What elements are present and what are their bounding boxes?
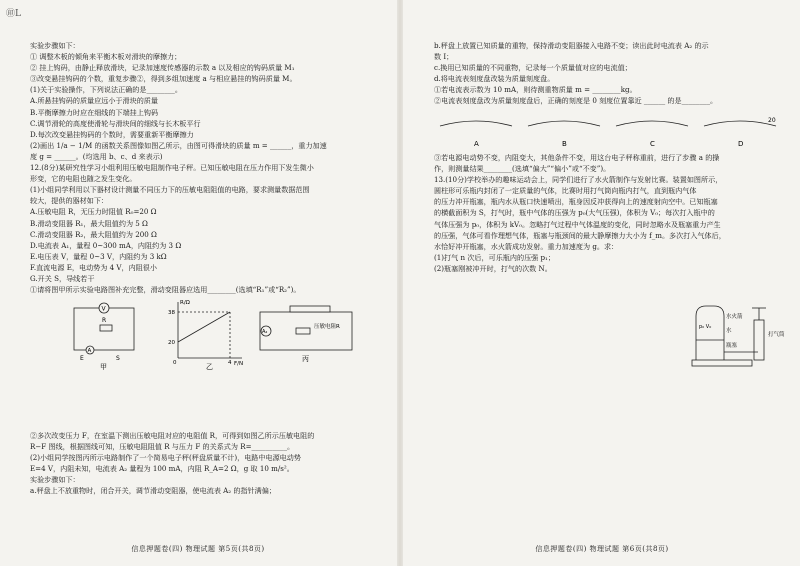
ammeter2-label: A₂ bbox=[262, 329, 268, 335]
right-page bbox=[404, 0, 800, 566]
stopper-label: 瓶塞 bbox=[726, 343, 738, 349]
equipment-line: C.滑动变阻器 R₂，最大阻值约为 200 Ω bbox=[30, 229, 157, 239]
option-line: D.每次改变悬挂钩码的个数时，需要重新平衡摩擦力 bbox=[30, 129, 194, 139]
y-tick: 20 bbox=[168, 340, 175, 346]
option-a: A bbox=[474, 140, 479, 148]
text-line: 度 g = ______。(均选用 b、c、d 来表示) bbox=[30, 151, 163, 161]
option-line: A.所悬挂钩码的质量应远小于滑块的质量 bbox=[30, 96, 158, 106]
text-line: a.秤盘上不放重物时，闭合开关，调节滑动变阻器，使电流表 A₂ 的指针满偏； bbox=[30, 486, 276, 496]
water-rocket-figure bbox=[688, 300, 788, 372]
text-line: ①请将图甲所示实验电路图补充完整，滑动变阻器应选用________(选填“R₁”或“R₂”)。 bbox=[30, 285, 301, 295]
text-line: (2)画出 1/a − 1/M 的函数关系图像如图乙所示，由图可得滑块的质量 m = ______，重力加速 bbox=[30, 140, 327, 150]
text-line: 较大，提供的器材如下： bbox=[30, 196, 109, 206]
voltmeter-label: V bbox=[101, 305, 106, 313]
text-line: ① 调整木板的倾角来平衡木板对滑块的摩擦力； bbox=[30, 52, 182, 62]
figures-row bbox=[70, 298, 370, 370]
text-line: E=4 V，内阻未知，电流表 A₂ 量程为 100 mA，内阻 R_A=2 Ω，g 取 10 m/s²。 bbox=[30, 464, 294, 474]
water-rocket-label: 水火箭 bbox=[726, 314, 743, 320]
scale-end-label: 20 bbox=[768, 117, 776, 124]
text-line: 形变，它的电阻也随之发生变化。 bbox=[30, 174, 137, 184]
text-line: R−F 图线，根据图线可知，压敏电阻阻值 R 与压力 F 的关系式为 R=__________。 bbox=[30, 442, 295, 452]
fig-bing-label: 丙 bbox=[302, 355, 309, 363]
emf-label: E bbox=[80, 355, 84, 362]
page-gutter bbox=[397, 0, 403, 566]
x-tick: 0 bbox=[173, 360, 177, 366]
option-b: B bbox=[562, 140, 567, 148]
text-line: 的压强，气体可看作理想气体，瓶塞与瓶颈间的最大静摩擦力大小为 f_m。多次打入气体后， bbox=[434, 230, 726, 240]
text-line: 气体压强为 p₀，体积为 kV₀。忽略打气过程中气体温度的变化，同时忽略水及瓶塞重力产生 bbox=[434, 219, 721, 229]
text-line: ② 挂上钩码，由静止释放滑块，记录加速度传感器的示数 a 以及相应的钩码质量 M₁ bbox=[30, 63, 295, 73]
text-line: 实验步骤如下： bbox=[30, 475, 80, 485]
x-tick: 4 bbox=[228, 360, 232, 366]
left-text-column bbox=[30, 40, 382, 295]
resistor-label: R bbox=[102, 317, 107, 324]
question-13-line: 13.(10分)学校举办的趣味运动会上，同学们进行了水火箭制作与发射比赛。装置如图所示， bbox=[434, 175, 723, 185]
ammeter-label: A bbox=[87, 348, 92, 354]
switch-label: S bbox=[116, 355, 120, 362]
scale-options bbox=[434, 112, 784, 152]
fig-yi-label: 乙 bbox=[206, 363, 213, 370]
water-label: 水 bbox=[726, 328, 732, 334]
equipment-line: B.滑动变阻器 R₁，最大阻值约为 5 Ω bbox=[30, 218, 148, 228]
option-line: C.调节滑轮的高度使滑轮与滑块间的细线与长木板平行 bbox=[30, 118, 201, 128]
text-line: b.秤盘上放置已知质量的重物，保持滑动变阻器接入电路不变；读出此时电流表 A₂ 的示 bbox=[434, 41, 709, 50]
option-c: C bbox=[650, 140, 655, 148]
text-line: ②电流表刻度盘改为质量刻度盘后，正确的刻度是 0 刻度位置靠近 ______ 的是________。 bbox=[434, 96, 718, 106]
y-axis-label: R/Ω bbox=[180, 300, 190, 306]
text-line: 实验步骤如下： bbox=[30, 41, 80, 50]
equipment-line: D.电流表 A₁，量程 0~300 mA，内阻约为 3 Ω bbox=[30, 240, 182, 250]
text-line: 数 I； bbox=[434, 52, 454, 62]
p0v0-label: p₀ V₀ bbox=[699, 324, 712, 330]
text-line: ②多次改变压力 F，在室温下测出压敏电阻对应的电阻值 R，可得到如图乙所示压敏电阻的 bbox=[30, 431, 315, 440]
graph-yi bbox=[178, 302, 242, 358]
option-d: D bbox=[738, 140, 744, 148]
text-line: 的压力冲开瓶塞，瓶内水从瓶口快速喷出，瓶身因反冲获得向上的速度射向空中。已知瓶塞 bbox=[434, 197, 718, 207]
text-line: 水恰好冲开瓶塞，水火箭成功发射。重力加速度为 g。求： bbox=[434, 241, 619, 251]
left-page bbox=[0, 0, 396, 566]
sensor-label: 压敏电阻R bbox=[314, 324, 340, 330]
equipment-line: G.开关 S，导线若干 bbox=[30, 273, 95, 283]
y-tick: 38 bbox=[168, 310, 175, 316]
left-text-column-2 bbox=[30, 430, 382, 497]
text-line: 圆柱形可乐瓶内封闭了一定质量的气体，比赛时用打气筒向瓶内打气，直到瓶内气体 bbox=[434, 186, 697, 196]
pump-label: 打气筒 bbox=[768, 332, 785, 338]
text-line: ③改变悬挂钩码的个数，重复步骤②，得到多组加速度 a 与相应悬挂的钩码质量 M。 bbox=[30, 74, 297, 84]
text-line: c.换用已知质量的不同重物，记录每一个质量值对应的电流值； bbox=[434, 63, 632, 73]
right-text-column-2 bbox=[434, 152, 790, 274]
text-line: ①若电流表示数为 10 mA，则待测重物质量 m = ________kg。 bbox=[434, 85, 637, 95]
question-12-line: 12.(8分)某研究性学习小组利用压敏电阻制作电子秤。已知压敏电阻在压力作用下发生微小 bbox=[30, 163, 314, 173]
fig-jia-label: 甲 bbox=[100, 363, 107, 370]
option-line: B.平衡摩擦力时应在细线的下端挂上钩码 bbox=[30, 107, 159, 117]
equipment-line: A.压敏电阻 R，无压力时阻值 R₀=20 Ω bbox=[30, 207, 157, 217]
text-line: (1)关于实验操作，下列说法正确的是________。 bbox=[30, 85, 182, 95]
text-line: 的横截面积为 S，打气时，瓶中气体的压强为 p₀(大气压强)，体积为 V₀；每次打入瓶中的 bbox=[434, 208, 715, 218]
text-line: (2)小组同学按图丙所示电路制作了一个简易电子秤(秤盘质量不计)，电路中电源电动势 bbox=[30, 453, 301, 463]
text-line: 作，则测量结果________(选填“偏大”“偏小”或“不变”)。 bbox=[434, 164, 611, 174]
left-footer: 信息押题卷(四) 物理试题 第5页(共8页) bbox=[131, 545, 265, 553]
right-footer: 信息押题卷(四) 物理试题 第6页(共8页) bbox=[535, 545, 669, 553]
corner-mark: ㊞L bbox=[6, 9, 21, 19]
text-line: (2)瓶塞刚被冲开时，打气的次数 N。 bbox=[434, 263, 552, 273]
x-axis-label: F/N bbox=[234, 361, 244, 367]
text-line: (1)小组同学利用以下器材设计测量不同压力下的压敏电阻阻值的电路，要求测量数据范围 bbox=[30, 185, 310, 195]
text-line: ③若电源电动势不变，内阻变大，其他条件不变，用这台电子秤称重前，进行了步骤 a 的操 bbox=[434, 153, 720, 162]
equipment-line: E.电压表 V，量程 0~3 V，内阻约为 3 kΩ bbox=[30, 251, 167, 261]
equipment-line: F.直流电源 E，电动势为 4 V，内阻很小 bbox=[30, 262, 157, 272]
right-text-column bbox=[434, 40, 790, 107]
text-line: (1)打气 n 次后，可乐瓶内的压强 p₁； bbox=[434, 252, 555, 262]
text-line: d.将电流表刻度盘改装为质量刻度盘。 bbox=[434, 74, 555, 84]
